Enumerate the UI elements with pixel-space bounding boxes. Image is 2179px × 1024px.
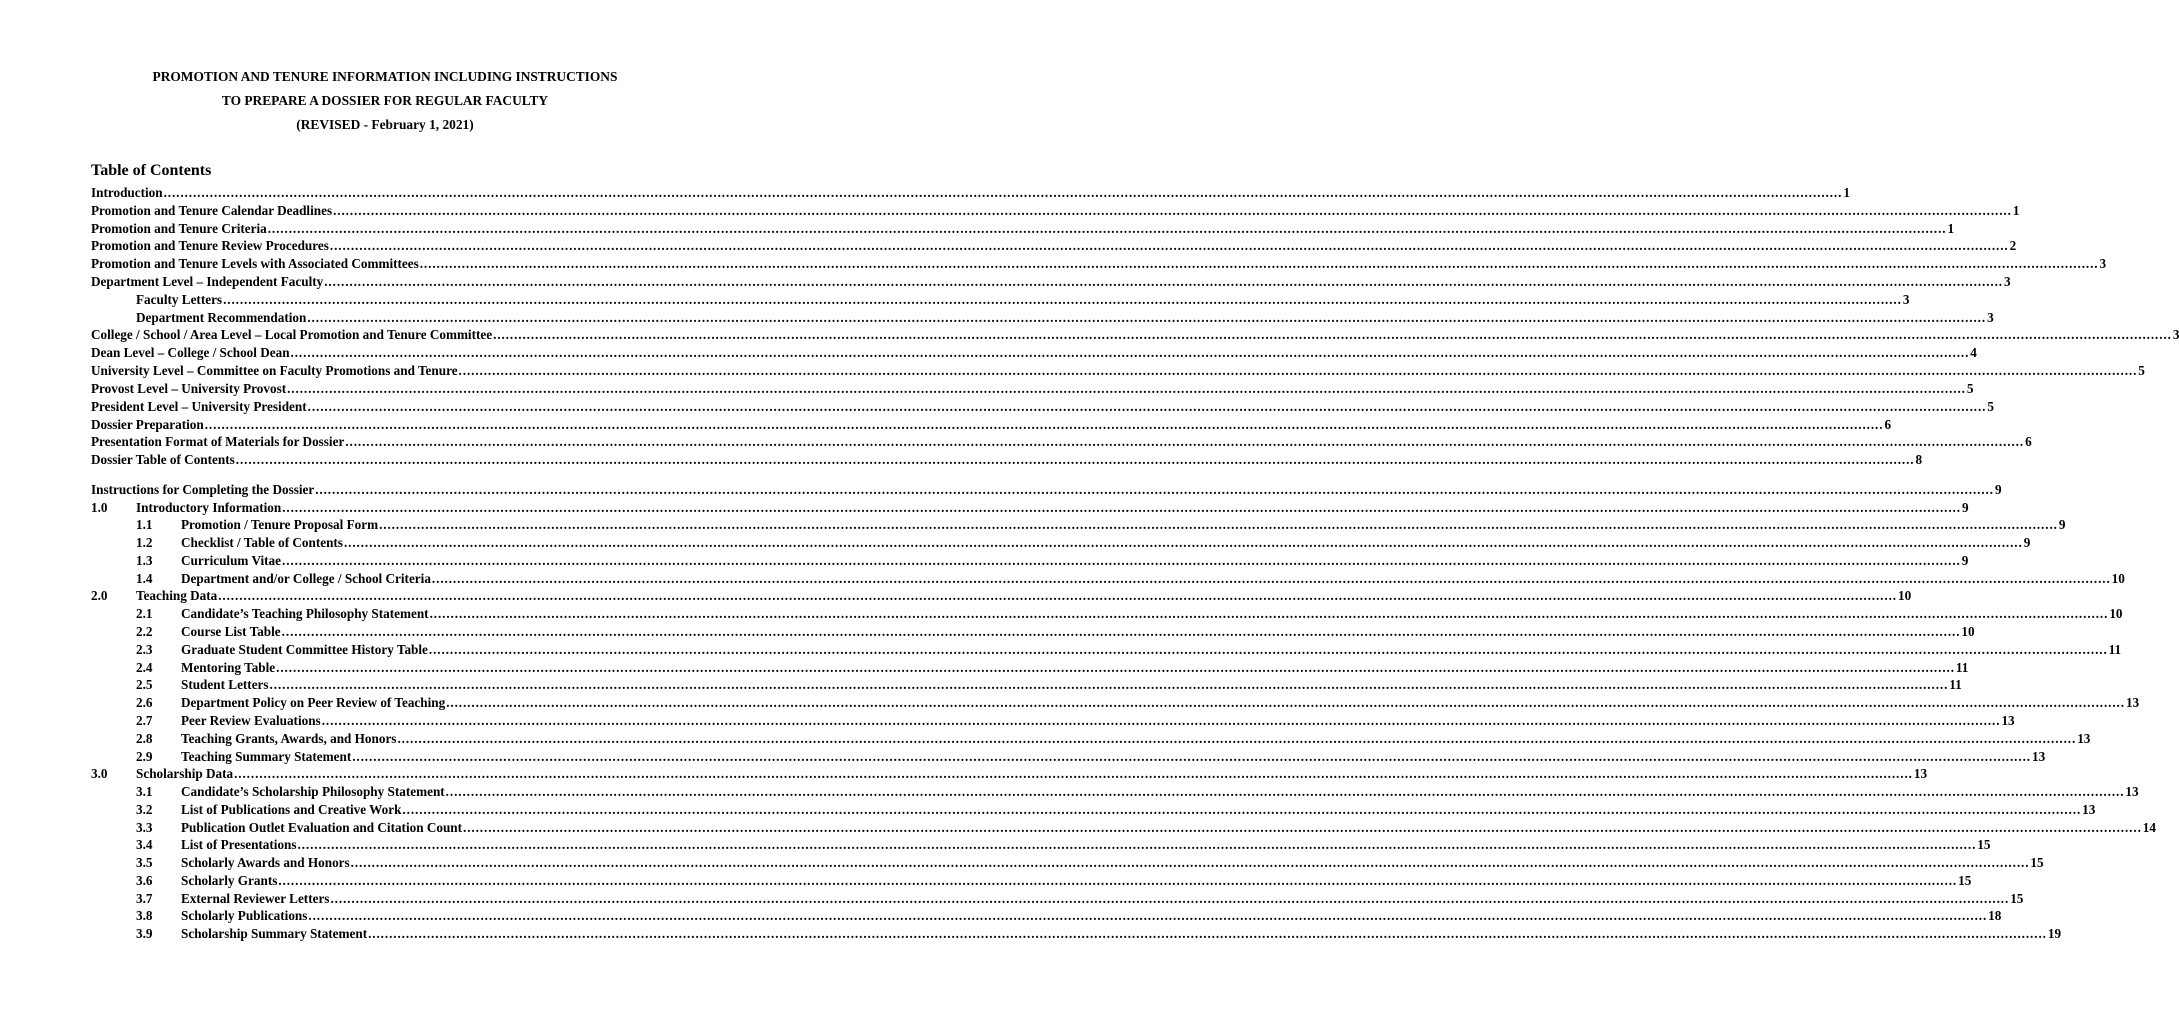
toc-dot-leader: ................................................................................................................................................................................................................................................................................................................................................................................................................ bbox=[223, 292, 1902, 307]
toc-entry-label: University Level – Committee on Faculty Promotions and Tenure bbox=[91, 363, 458, 378]
toc-entry-page: 10 bbox=[1897, 588, 1912, 603]
toc-entry-page: 11 bbox=[1949, 677, 1962, 692]
toc-entry[interactable] bbox=[91, 623, 1975, 641]
toc-dot-leader: ................................................................................................................................................................................................................................................................................................................................................................................................................ bbox=[429, 606, 2109, 621]
toc-entry-number: 1.4 bbox=[136, 571, 153, 586]
toc-entry-label: Scholarly Publications bbox=[181, 908, 308, 923]
toc-entry-page: 10 bbox=[2109, 606, 2123, 621]
toc-entry-label: Scholarly Awards and Honors bbox=[181, 855, 350, 870]
toc-entry-page: 15 bbox=[2010, 891, 2024, 906]
toc-entry-number: 3.8 bbox=[136, 908, 153, 923]
toc-entry-label: Department Policy on Peer Review of Teaching bbox=[181, 695, 446, 710]
toc-entry-page: 9 bbox=[2023, 535, 2031, 550]
toc-entry-page: 15 bbox=[2030, 855, 2044, 870]
toc-entry-page: 13 bbox=[2125, 784, 2139, 799]
toc-dot-leader: ................................................................................................................................................................................................................................................................................................................................................................................................................ bbox=[463, 820, 2142, 835]
toc-dot-leader: ................................................................................................................................................................................................................................................................................................................................................................................................................ bbox=[329, 238, 2009, 253]
toc-dot-leader: ................................................................................................................................................................................................................................................................................................................................................................................................................ bbox=[269, 677, 1949, 692]
toc-entry-label: Promotion and Tenure Review Procedures bbox=[91, 238, 329, 253]
toc-entry-page: 11 bbox=[2108, 642, 2122, 657]
toc-entry-page: 13 bbox=[2125, 695, 2140, 710]
toc-entry-label: External Reviewer Letters bbox=[181, 891, 330, 906]
toc-entry-page: 15 bbox=[1977, 837, 1991, 852]
toc-entry[interactable] bbox=[91, 344, 1977, 362]
toc-dot-leader: ................................................................................................................................................................................................................................................................................................................................................................................................................ bbox=[419, 256, 2099, 271]
toc-entry-number: 2.3 bbox=[136, 642, 153, 657]
toc-entry-number: 1.2 bbox=[136, 535, 153, 550]
toc-dot-leader: ................................................................................................................................................................................................................................................................................................................................................................................................................ bbox=[218, 588, 1897, 603]
toc-entry[interactable] bbox=[91, 552, 1969, 570]
toc-entry-number: 3.3 bbox=[136, 820, 153, 835]
toc-entry[interactable] bbox=[91, 481, 2002, 499]
toc-entry-label: Teaching Summary Statement bbox=[181, 749, 352, 764]
toc-dot-leader: ................................................................................................................................................................................................................................................................................................................................................................................................................ bbox=[308, 908, 1988, 923]
toc-entry-label: Teaching Grants, Awards, and Honors bbox=[181, 731, 397, 746]
toc-entry-page: 2 bbox=[2009, 238, 2017, 253]
toc-entry-label: Publication Outlet Evaluation and Citation Count bbox=[181, 820, 463, 835]
toc-entry-page: 1 bbox=[1843, 185, 1850, 200]
toc-dot-leader: ................................................................................................................................................................................................................................................................................................................................................................................................................ bbox=[352, 749, 2031, 764]
toc-entry-label: Student Letters bbox=[181, 677, 269, 692]
toc-entry[interactable] bbox=[91, 925, 2062, 943]
toc-entry[interactable] bbox=[91, 694, 2140, 712]
toc-entry-number: 3.2 bbox=[136, 802, 153, 817]
toc-entry[interactable] bbox=[91, 730, 2091, 748]
toc-dot-leader: ................................................................................................................................................................................................................................................................................................................................................................................................................ bbox=[330, 891, 2010, 906]
toc-entry[interactable] bbox=[91, 184, 1850, 202]
toc-entry[interactable] bbox=[91, 237, 2017, 255]
toc-entry-page: 9 bbox=[1961, 553, 1969, 568]
toc-entry[interactable] bbox=[91, 416, 1892, 434]
toc-dot-leader: ................................................................................................................................................................................................................................................................................................................................................................................................................ bbox=[379, 517, 2058, 532]
toc-entry-label: Candidate’s Scholarship Philosophy Statement bbox=[181, 784, 445, 799]
toc-entry-label: Department Level – Independent Faculty bbox=[91, 274, 324, 289]
toc-entry-label: Peer Review Evaluations bbox=[181, 713, 321, 728]
toc-entry[interactable] bbox=[91, 854, 2044, 872]
toc-entry[interactable] bbox=[91, 587, 1912, 605]
toc-entry-label: Dossier Table of Contents bbox=[91, 452, 235, 467]
toc-entry-label: Promotion and Tenure Levels with Associated Committees bbox=[91, 256, 419, 271]
toc-entry-page: 1 bbox=[2012, 203, 2020, 218]
toc-entry-page: 14 bbox=[2142, 820, 2156, 835]
toc-entry-label: List of Presentations bbox=[181, 837, 297, 852]
toc-entry-page: 13 bbox=[2031, 749, 2046, 764]
toc-entry-number: 3.6 bbox=[136, 873, 153, 888]
toc-dot-leader: ................................................................................................................................................................................................................................................................................................................................................................................................................ bbox=[290, 345, 1970, 360]
toc-entry[interactable] bbox=[91, 819, 2156, 837]
toc-dot-leader: ................................................................................................................................................................................................................................................................................................................................................................................................................ bbox=[234, 766, 1913, 781]
toc-entry-page: 10 bbox=[1961, 624, 1975, 639]
toc-dot-leader: ................................................................................................................................................................................................................................................................................................................................................................................................................ bbox=[307, 310, 1987, 325]
toc-entry[interactable] bbox=[91, 659, 1969, 677]
toc-entry[interactable] bbox=[91, 220, 1955, 238]
toc-entry[interactable] bbox=[91, 570, 2125, 588]
toc-entry-page: 3 bbox=[2003, 274, 2011, 289]
toc-dot-leader: ................................................................................................................................................................................................................................................................................................................................................................................................................ bbox=[281, 624, 1961, 639]
toc-entry-page: 6 bbox=[1884, 417, 1892, 432]
toc-entry-label: Instructions for Completing the Dossier bbox=[91, 482, 315, 497]
toc-dot-leader: ................................................................................................................................................................................................................................................................................................................................................................................................................ bbox=[287, 381, 1966, 396]
toc-entry-page: 19 bbox=[2047, 926, 2062, 941]
toc-entry-number: 2.2 bbox=[136, 624, 153, 639]
toc-entry-page: 4 bbox=[1970, 345, 1977, 360]
toc-entry-number: 1.1 bbox=[136, 517, 153, 532]
toc-entry-label: List of Publications and Creative Work bbox=[181, 802, 402, 817]
toc-entry[interactable] bbox=[91, 380, 1974, 398]
toc-dot-leader: ................................................................................................................................................................................................................................................................................................................................................................................................................ bbox=[307, 399, 1987, 414]
toc-dot-leader: ................................................................................................................................................................................................................................................................................................................................................................................................................ bbox=[446, 695, 2125, 710]
toc-entry[interactable] bbox=[91, 202, 2020, 220]
toc-entry[interactable] bbox=[91, 748, 2046, 766]
toc-dot-leader: ................................................................................................................................................................................................................................................................................................................................................................................................................ bbox=[282, 500, 1961, 515]
toc-entry-label: Scholarship Data bbox=[136, 766, 234, 781]
toc-entry-page: 13 bbox=[2001, 713, 2015, 728]
toc-dot-leader: ................................................................................................................................................................................................................................................................................................................................................................................................................ bbox=[350, 855, 2030, 870]
toc-entry-label: Faculty Letters bbox=[136, 292, 223, 307]
toc-entry[interactable] bbox=[91, 451, 1923, 469]
toc-dot-leader: ................................................................................................................................................................................................................................................................................................................................................................................................................ bbox=[324, 274, 2003, 289]
toc-entry[interactable] bbox=[91, 836, 1991, 854]
toc-entry-number: 2.9 bbox=[136, 749, 153, 764]
toc-entry-page: 10 bbox=[2111, 571, 2125, 586]
toc-entry-label: Dossier Preparation bbox=[91, 417, 204, 432]
toc-entry-page: 6 bbox=[2025, 434, 2032, 449]
toc-entry[interactable] bbox=[91, 309, 1994, 327]
toc-entry-label: Promotion / Tenure Proposal Form bbox=[181, 517, 379, 532]
toc-entry-label: President Level – University President bbox=[91, 399, 307, 414]
toc-entry-page: 3 bbox=[1902, 292, 1910, 307]
toc-entry-label: Department and/or College / School Criteria bbox=[181, 571, 431, 586]
document-title-line-2: TO PREPARE A DOSSIER FOR REGULAR FACULTY bbox=[221, 93, 549, 108]
toc-entry-number: 2.8 bbox=[136, 731, 153, 746]
toc-entry-label: Dean Level – College / School Dean bbox=[91, 345, 290, 360]
toc-dot-leader: ................................................................................................................................................................................................................................................................................................................................................................................................................ bbox=[345, 434, 2025, 449]
toc-entry-label: Scholarly Grants bbox=[181, 873, 278, 888]
toc-entry-number: 3.5 bbox=[136, 855, 153, 870]
toc-entry-label: Scholarship Summary Statement bbox=[181, 926, 368, 941]
toc-entry[interactable] bbox=[91, 676, 1962, 694]
toc-entry-number: 3.1 bbox=[136, 784, 153, 799]
toc-dot-leader: ................................................................................................................................................................................................................................................................................................................................................................................................................ bbox=[397, 731, 2077, 746]
toc-dot-leader: ................................................................................................................................................................................................................................................................................................................................................................................................................ bbox=[431, 571, 2111, 586]
toc-entry[interactable] bbox=[91, 783, 2139, 801]
toc-entry[interactable] bbox=[91, 398, 1994, 416]
toc-entry[interactable] bbox=[91, 641, 2122, 659]
toc-dot-leader: ................................................................................................................................................................................................................................................................................................................................................................................................................ bbox=[428, 642, 2108, 657]
toc-entry-number: 2.6 bbox=[136, 695, 153, 710]
toc-entry-label: Provost Level – University Provost bbox=[91, 381, 287, 396]
toc-dot-leader: ................................................................................................................................................................................................................................................................................................................................................................................................................ bbox=[276, 660, 1955, 675]
toc-entry-label: Department Recommendation bbox=[136, 310, 307, 325]
toc-dot-leader: ................................................................................................................................................................................................................................................................................................................................................................................................................ bbox=[458, 363, 2138, 378]
toc-entry-label: Introduction bbox=[91, 185, 163, 200]
toc-entry-page: 9 bbox=[1961, 500, 1969, 515]
toc-entry-page: 3 bbox=[1987, 310, 1994, 325]
toc-entry-label: Curriculum Vitae bbox=[181, 553, 281, 568]
toc-entry[interactable] bbox=[91, 516, 2066, 534]
toc-dot-leader: ................................................................................................................................................................................................................................................................................................................................................................................................................ bbox=[204, 417, 1884, 432]
toc-entry-page: 1 bbox=[1947, 221, 1955, 236]
toc-entry-page: 15 bbox=[1958, 873, 1972, 888]
toc-entry-page: 18 bbox=[1988, 908, 2002, 923]
toc-entry-number: 3.0 bbox=[91, 766, 108, 781]
toc-entry-page: 5 bbox=[1987, 399, 1994, 414]
document-title-line-1: PROMOTION AND TENURE INFORMATION INCLUDING INSTRUCTIONS bbox=[152, 69, 618, 84]
toc-entry[interactable] bbox=[91, 291, 1910, 309]
toc-entry-number: 3.9 bbox=[136, 926, 153, 941]
toc-dot-leader: ................................................................................................................................................................................................................................................................................................................................................................................................................ bbox=[368, 926, 2047, 941]
toc-entry[interactable] bbox=[91, 362, 2145, 380]
toc-entry-number: 2.1 bbox=[136, 606, 153, 621]
toc-dot-leader: ................................................................................................................................................................................................................................................................................................................................................................................................................ bbox=[267, 221, 1947, 236]
toc-entry-label: Introductory Information bbox=[136, 500, 282, 515]
toc-dot-leader: ................................................................................................................................................................................................................................................................................................................................................................................................................ bbox=[333, 203, 2012, 218]
toc-entry-label: Checklist / Table of Contents bbox=[181, 535, 343, 550]
toc-entry[interactable] bbox=[91, 255, 2107, 273]
toc-dot-leader: ................................................................................................................................................................................................................................................................................................................................................................................................................ bbox=[163, 185, 1843, 200]
toc-entry-number: 1.3 bbox=[136, 553, 153, 568]
toc-entry-page: 13 bbox=[2082, 802, 2096, 817]
toc-heading: Table of Contents bbox=[91, 162, 212, 179]
toc-entry-page: 5 bbox=[1966, 381, 1974, 396]
toc-entry-number: 1.0 bbox=[91, 500, 108, 515]
toc-entry-number: 2.5 bbox=[136, 677, 153, 692]
toc-entry-label: College / School / Area Level – Local Promotion and Tenure Committee bbox=[91, 327, 493, 342]
document-title-line-3: (REVISED - February 1, 2021) bbox=[296, 117, 474, 132]
toc-entry-page: 3 bbox=[2172, 327, 2179, 342]
toc-entry-number: 2.7 bbox=[136, 713, 153, 728]
toc-dot-leader: ................................................................................................................................................................................................................................................................................................................................................................................................................ bbox=[278, 873, 1958, 888]
toc-dot-leader: ................................................................................................................................................................................................................................................................................................................................................................................................................ bbox=[321, 713, 2001, 728]
toc-dot-leader: ................................................................................................................................................................................................................................................................................................................................................................................................................ bbox=[343, 535, 2023, 550]
toc-entry[interactable] bbox=[91, 326, 2179, 344]
toc-entry-number: 2.4 bbox=[136, 660, 153, 675]
toc-entry-label: Promotion and Tenure Calendar Deadlines bbox=[91, 203, 333, 218]
toc-entry-label: Mentoring Table bbox=[181, 660, 276, 675]
toc-entry-label: Course List Table bbox=[181, 624, 281, 639]
toc-entry[interactable] bbox=[91, 765, 1928, 783]
toc-entry-page: 8 bbox=[1915, 452, 1923, 467]
toc-entry-page: 9 bbox=[2058, 517, 2066, 532]
toc-entry-page: 13 bbox=[2077, 731, 2091, 746]
toc-entry[interactable] bbox=[91, 605, 2123, 623]
toc-entry-number: 3.4 bbox=[136, 837, 153, 852]
toc-dot-leader: ................................................................................................................................................................................................................................................................................................................................................................................................................ bbox=[297, 837, 1977, 852]
toc-entry[interactable] bbox=[91, 534, 2031, 552]
toc-entry-page: 9 bbox=[1994, 482, 2002, 497]
toc-entry[interactable] bbox=[91, 433, 2032, 451]
toc-entry[interactable] bbox=[91, 872, 1972, 890]
toc-entry[interactable] bbox=[91, 890, 2024, 908]
toc-entry[interactable] bbox=[91, 907, 2002, 925]
toc-dot-leader: ................................................................................................................................................................................................................................................................................................................................................................................................................ bbox=[445, 784, 2125, 799]
toc-entry-page: 5 bbox=[2138, 363, 2145, 378]
toc-entry-page: 13 bbox=[1913, 766, 1928, 781]
toc-dot-leader: ................................................................................................................................................................................................................................................................................................................................................................................................................ bbox=[235, 452, 1915, 467]
toc-dot-leader: ................................................................................................................................................................................................................................................................................................................................................................................................................ bbox=[402, 802, 2082, 817]
toc-dot-leader: ................................................................................................................................................................................................................................................................................................................................................................................................................ bbox=[493, 327, 2172, 342]
toc-entry-page: 3 bbox=[2099, 256, 2107, 271]
toc-entry[interactable] bbox=[91, 801, 2096, 819]
toc-dot-leader: ................................................................................................................................................................................................................................................................................................................................................................................................................ bbox=[282, 553, 1961, 568]
toc-entry-label: Presentation Format of Materials for Dossier bbox=[91, 434, 345, 449]
toc-entry[interactable] bbox=[91, 499, 1969, 517]
toc-entry-number: 2.0 bbox=[91, 588, 108, 603]
toc-entry[interactable] bbox=[91, 712, 2015, 730]
toc-entry-number: 3.7 bbox=[136, 891, 153, 906]
toc-entry-page: 11 bbox=[1955, 660, 1969, 675]
toc-entry-label: Candidate’s Teaching Philosophy Statement bbox=[181, 606, 429, 621]
toc-entry[interactable] bbox=[91, 273, 2011, 291]
toc-entry-label: Graduate Student Committee History Table bbox=[181, 642, 428, 657]
toc-dot-leader: ................................................................................................................................................................................................................................................................................................................................................................................................................ bbox=[315, 482, 1994, 497]
toc-entry-label: Promotion and Tenure Criteria bbox=[91, 221, 267, 236]
toc-entry-label: Teaching Data bbox=[136, 588, 218, 603]
